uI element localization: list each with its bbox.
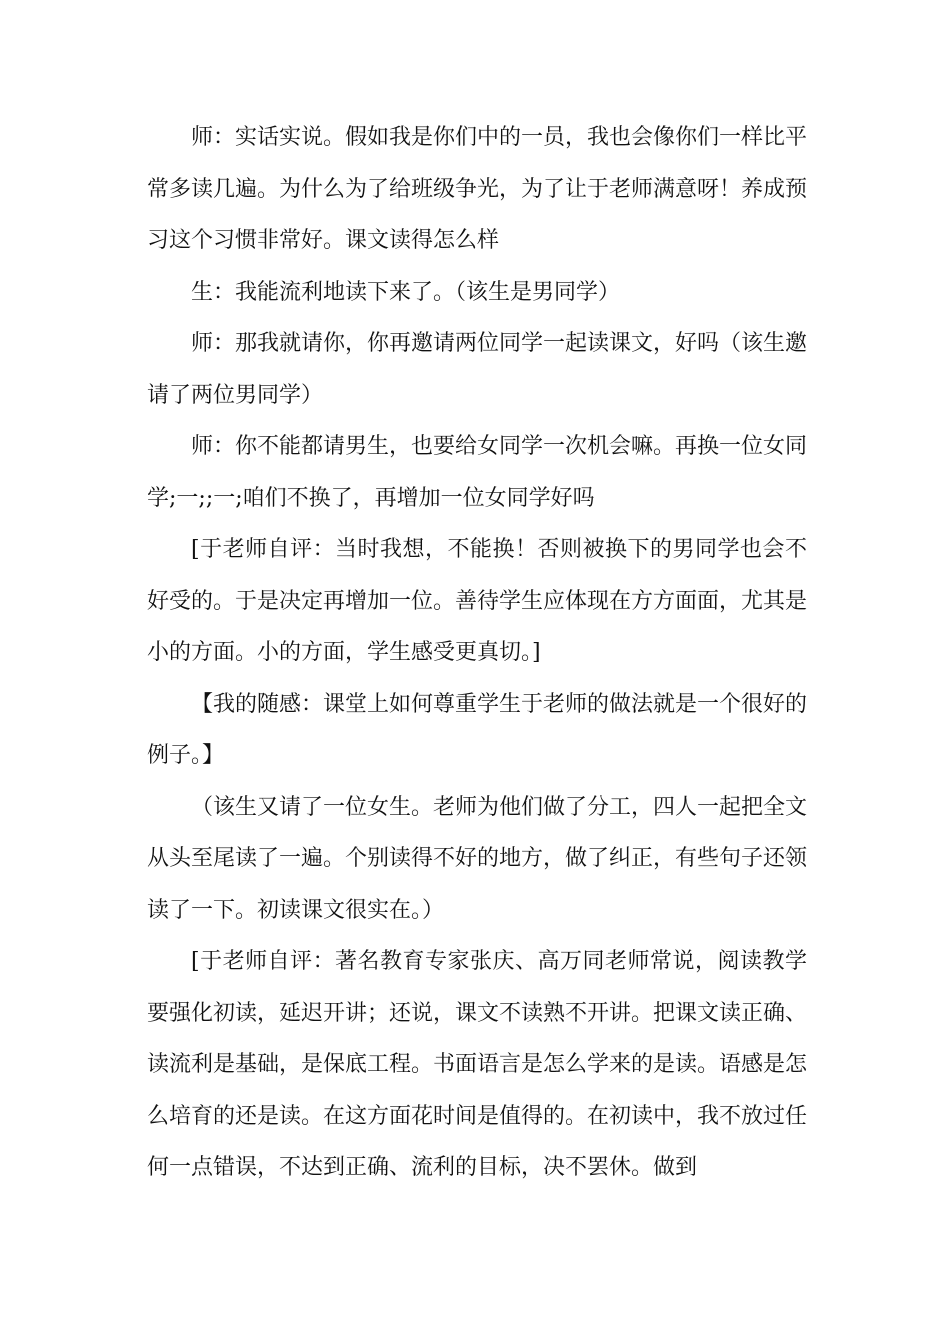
paragraph-teacher-2: 师：那我就请你，你再邀请两位同学一起读课文，好吗（该生邀请了两位男同学） (147, 331, 808, 408)
paragraph-teacher-1: 师：实话实说。假如我是你们中的一员，我也会像你们一样比平常多读几遍。为什么为了给班级争光，为了让于老师满意呀！养成预习这个习惯非常好。课文读得怎么样 (147, 125, 808, 253)
paragraph-reflection: 【我的随感：课堂上如何尊重学生于老师的做法就是一个很好的例子。】 (147, 691, 808, 768)
paragraph-narration: （该生又请了一位女生。老师为他们做了分工，四人一起把全文从头至尾读了一遍。个别读得不好的地方，做了纠正，有些句子还领读了一下。初读课文很实在。） (147, 794, 808, 923)
document-body (147, 112, 807, 1194)
paragraph-student-1: 生：我能流利地读下来了。（该生是男同学） (191, 279, 621, 305)
paragraph-self-review-1: [于老师自评：当时我想，不能换！否则被换下的男同学也会不好受的。于是决定再增加一位。善待学生应体现在方方面面，尤其是小的方面。小的方面，学生感受更真切。] (147, 537, 808, 665)
paragraph-self-review-2: [于老师自评：著名教育专家张庆、高万同老师常说，阅读教学要强化初读，延迟开讲；还说，课文不读熟不开讲。把课文读正确、读流利是基础，是保底工程。书面语言是怎么学来的是读。语感是怎么培育的还是读。在这方面花时间是值得的。在初读中，我不放过任何一点错误，不达到正确、流利的目标，决不罢休。做到 (147, 949, 808, 1180)
paragraph-teacher-3: 师：你不能都请男生，也要给女同学一次机会嘛。再换一位女同学;一;;一;咱们不换了，再增加一位女同学好吗 (147, 434, 808, 511)
